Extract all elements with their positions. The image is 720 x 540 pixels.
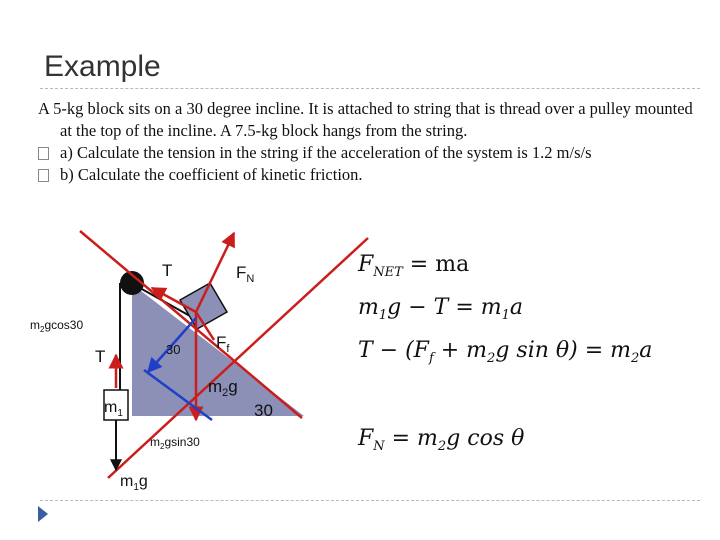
label-m1g: $m_1g$ — [120, 473, 148, 493]
equation-incline-block: $T - (F_f + m_2g$ $\sin \theta) = m_2a$ — [358, 338, 653, 366]
label-m2g: $m_2g$ — [208, 377, 238, 399]
label-m2gcos30: $m_2gcos30$ — [30, 318, 84, 334]
equation-hanging-block: $m_1g - T = m_1a$ — [358, 295, 524, 323]
bullet-text: b) Calculate the coefficient of kinetic friction. — [60, 165, 363, 184]
label-tension-left: T — [95, 347, 106, 366]
label-incline-angle: 30 — [254, 401, 273, 420]
label-theta: 30 — [166, 342, 181, 357]
label-friction: $F_f$ — [216, 333, 230, 355]
label-tension-top: T — [162, 261, 173, 280]
label-m2gsin30: $m_2gsin30$ — [150, 435, 200, 451]
problem-statement: A 5-kg block sits on a 30 degree incline. It is attached to string that is thread over a pulley mounted at the top of the incline. A 7.5-kg block hangs from the string. — [38, 99, 693, 140]
label-normal-force: $F_N$ — [236, 263, 255, 285]
play-triangle-icon[interactable] — [38, 506, 48, 522]
equation-normal-force: $F_N = m_2g$ cos θ — [358, 426, 525, 454]
equation-fnet: $F_{NET}$ = ma — [358, 252, 470, 280]
label-m1: $m_1$ — [104, 399, 123, 419]
slide-title: Example — [44, 50, 161, 83]
bullet-text: a) Calculate the tension in the string if the acceleration of the system is 1.2 m/s/s — [60, 143, 592, 162]
